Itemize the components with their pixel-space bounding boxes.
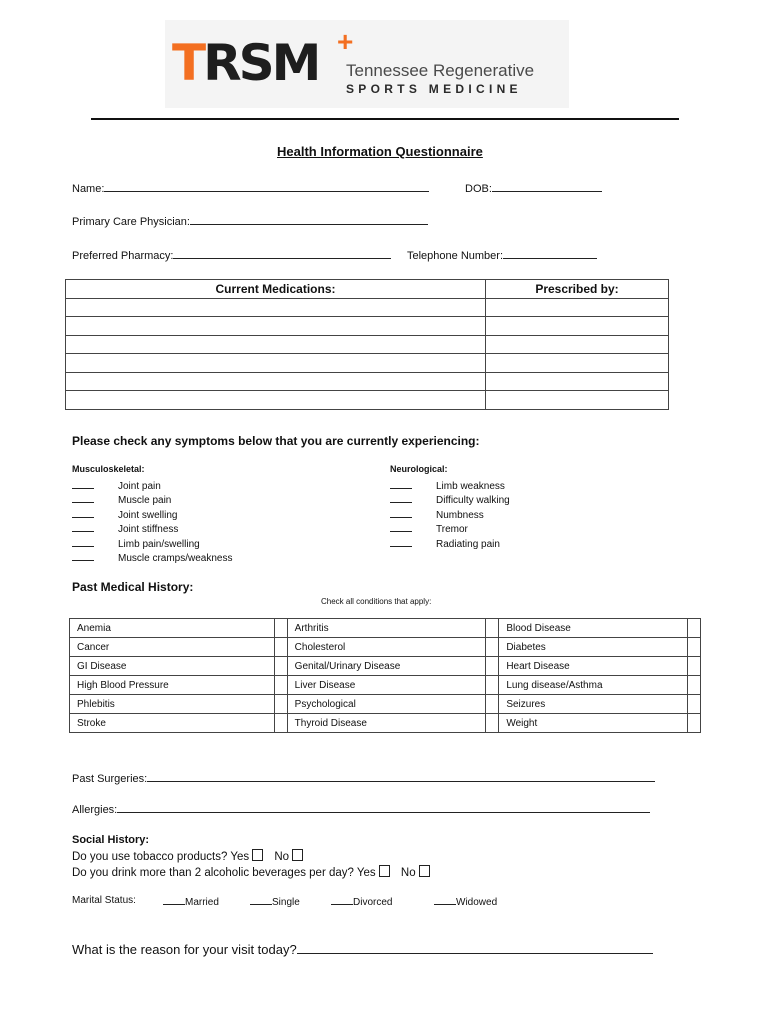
medication-row [66, 391, 669, 410]
medication-row [66, 298, 669, 317]
history-checkbox[interactable] [486, 676, 499, 695]
history-checkbox[interactable] [687, 695, 700, 714]
social-history-title: Social History: [72, 834, 150, 846]
marital-option-widowed[interactable]: Widowed [434, 895, 497, 908]
alcohol-question [72, 865, 432, 879]
medication-row [66, 317, 669, 336]
history-condition: Cholesterol [287, 638, 486, 657]
history-condition: Arthritis [287, 619, 486, 638]
history-checkbox[interactable] [687, 619, 700, 638]
alcohol-yes-checkbox[interactable] [379, 865, 390, 877]
tobacco-no-checkbox[interactable] [292, 849, 303, 861]
symptom-label: Joint stiffness [118, 524, 179, 536]
symptom-check-line[interactable] [72, 478, 94, 489]
medication-cell[interactable] [66, 317, 486, 336]
history-heading: Past Medical History: [72, 580, 194, 594]
history-checkbox[interactable] [687, 676, 700, 695]
prescriber-cell[interactable] [486, 317, 669, 336]
symptom-check-line[interactable] [390, 536, 412, 547]
neurological-title: Neurological: [390, 464, 448, 474]
history-condition: Psychological [287, 695, 486, 714]
history-checkbox[interactable] [687, 714, 700, 733]
history-row [70, 676, 701, 695]
symptom-label: Joint swelling [118, 509, 178, 521]
symptom-check-line[interactable] [72, 536, 94, 547]
history-condition: Anemia [70, 619, 275, 638]
neurological-symptom-item[interactable] [390, 536, 500, 552]
history-checkbox[interactable] [687, 657, 700, 676]
pcp-field[interactable] [72, 213, 428, 228]
telephone-label: Telephone Number: [407, 250, 504, 262]
alcohol-no-checkbox[interactable] [419, 865, 430, 877]
reason-field[interactable] [72, 940, 653, 957]
logo-mark-text: T [172, 34, 204, 92]
name-label: Name: [72, 183, 105, 195]
form-title: Health Information Questionnaire [277, 144, 483, 159]
history-condition: Heart Disease [499, 657, 688, 676]
medical-history-table [69, 618, 701, 733]
name-field[interactable] [72, 180, 429, 195]
allergies-line[interactable] [117, 801, 650, 813]
name-line[interactable] [104, 180, 429, 192]
symptom-label: Joint pain [118, 481, 161, 492]
history-condition: GI Disease [70, 657, 275, 676]
history-checkbox[interactable] [486, 619, 499, 638]
symptom-check-line[interactable] [72, 507, 94, 518]
alcohol-yes-label: Yes [356, 867, 376, 879]
symptom-label: Muscle cramps/weakness [118, 553, 233, 564]
medication-row [66, 354, 669, 373]
medications-header-row [66, 280, 669, 299]
plus-icon: + [337, 26, 354, 57]
marital-option-divorced[interactable]: Divorced [331, 895, 392, 908]
tobacco-yes-label: Yes [230, 851, 250, 863]
alcohol-no-label: No [400, 867, 416, 879]
symptom-label: Limb weakness [436, 481, 505, 492]
reason-label: What is the reason for your visit today? [72, 942, 297, 957]
history-checkbox[interactable] [274, 619, 287, 638]
symptom-label: Radiating pain [436, 538, 500, 550]
prescriber-cell[interactable] [486, 391, 669, 410]
logo-mark: TRSM [172, 34, 319, 92]
medication-row [66, 335, 669, 354]
prescribed-by-col-header: Prescribed by: [486, 280, 669, 299]
prescriber-cell[interactable] [486, 354, 669, 373]
musculoskeletal-symptom-item[interactable] [72, 550, 232, 566]
medication-cell[interactable] [66, 335, 486, 354]
history-checkbox[interactable] [687, 638, 700, 657]
history-checkbox[interactable] [274, 714, 287, 733]
allergies-label: Allergies: [72, 804, 118, 816]
symptom-check-line[interactable] [72, 521, 94, 532]
marital-option-single[interactable]: Single [250, 895, 300, 908]
history-condition: Cancer [70, 638, 275, 657]
history-condition: Seizures [499, 695, 688, 714]
tobacco-question [72, 849, 305, 863]
history-checkbox[interactable] [274, 676, 287, 695]
history-checkbox[interactable] [486, 638, 499, 657]
history-note: Check all conditions that apply: [321, 597, 432, 606]
telephone-line[interactable] [503, 247, 597, 259]
musculoskeletal-title: Musculoskeletal: [72, 464, 145, 474]
marital-option-married[interactable]: Married [163, 895, 219, 908]
symptom-check-line[interactable] [390, 478, 412, 489]
history-condition: Thyroid Disease [287, 714, 486, 733]
history-row [70, 714, 701, 733]
history-row [70, 695, 701, 714]
reason-line[interactable] [297, 940, 653, 954]
medication-cell[interactable] [66, 372, 486, 391]
history-checkbox[interactable] [274, 657, 287, 676]
history-condition: Liver Disease [287, 676, 486, 695]
symptom-check-line[interactable] [390, 492, 412, 503]
history-condition: Weight [499, 714, 688, 733]
history-condition: Stroke [70, 714, 275, 733]
history-condition: Phlebitis [70, 695, 275, 714]
history-row [70, 619, 701, 638]
symptom-label: Tremor [436, 524, 468, 536]
pharmacy-label: Preferred Pharmacy: [72, 250, 174, 262]
symptom-label: Difficulty walking [436, 495, 510, 507]
symptoms-heading: Please check any symptoms below that you are currently experiencing: [72, 434, 480, 448]
symptom-check-line[interactable] [72, 550, 94, 561]
dob-label: DOB: [465, 183, 492, 195]
past-surgeries-field[interactable] [72, 770, 655, 785]
marital-status-label: Marital Status: [72, 895, 136, 906]
history-checkbox[interactable] [486, 695, 499, 714]
tobacco-question-text: Do you use tobacco products? [72, 851, 228, 863]
dob-field[interactable] [465, 180, 602, 195]
history-row [70, 657, 701, 676]
prescriber-cell[interactable] [486, 372, 669, 391]
symptom-label: Limb pain/swelling [118, 538, 200, 550]
history-checkbox[interactable] [486, 714, 499, 733]
history-condition: Diabetes [499, 638, 688, 657]
dob-line[interactable] [492, 180, 602, 192]
history-row [70, 638, 701, 657]
pcp-line[interactable] [190, 213, 428, 225]
telephone-field[interactable] [407, 247, 597, 262]
tobacco-yes-checkbox[interactable] [252, 849, 263, 861]
medication-cell[interactable] [66, 298, 486, 317]
tobacco-no-label: No [274, 851, 290, 863]
prescriber-cell[interactable] [486, 298, 669, 317]
medications-col-header: Current Medications: [66, 280, 486, 299]
logo-line2: SPORTS MEDICINE [346, 82, 522, 96]
prescriber-cell[interactable] [486, 335, 669, 354]
history-checkbox[interactable] [486, 657, 499, 676]
symptom-check-line[interactable] [390, 507, 412, 518]
history-condition: Genital/Urinary Disease [287, 657, 486, 676]
medication-cell[interactable] [66, 391, 486, 410]
pharmacy-field[interactable] [72, 247, 391, 262]
history-condition: High Blood Pressure [70, 676, 275, 695]
symptom-check-line[interactable] [390, 521, 412, 532]
history-condition: Blood Disease [499, 619, 688, 638]
symptom-label: Numbness [436, 509, 484, 521]
past-surgeries-line[interactable] [147, 770, 655, 782]
past-surgeries-label: Past Surgeries: [72, 773, 148, 785]
alcohol-question-text: Do you drink more than 2 alcoholic beverages per day? [72, 867, 354, 879]
medications-table [65, 279, 669, 410]
pcp-label: Primary Care Physician: [72, 216, 190, 228]
history-checkbox[interactable] [274, 695, 287, 714]
symptom-check-line[interactable] [72, 492, 94, 503]
medication-row [66, 372, 669, 391]
history-condition: Lung disease/Asthma [499, 676, 688, 695]
history-checkbox[interactable] [274, 638, 287, 657]
header-divider [91, 118, 679, 120]
medication-cell[interactable] [66, 354, 486, 373]
symptom-label: Muscle pain [118, 495, 172, 507]
pharmacy-line[interactable] [173, 247, 391, 259]
logo-line1: Tennessee Regenerative [346, 61, 535, 80]
allergies-field[interactable] [72, 801, 650, 816]
